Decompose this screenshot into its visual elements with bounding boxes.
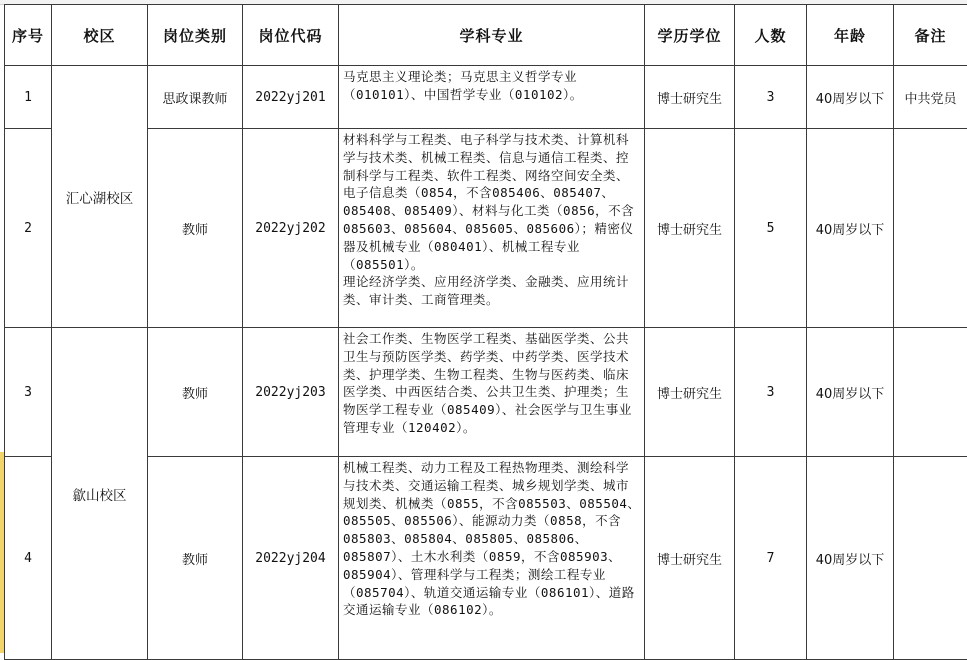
- cell-category[interactable]: 教师: [148, 129, 243, 328]
- cell-subject[interactable]: 机械工程类、动力工程及工程热物理类、测绘科学与技术类、交通运输工程类、城乡规划学类、城市规划类、机械类（0855，不含085503、085504、085505、085506）、能源动力类（0858，不含085803、085804、085805、085806、085807）、土木水利类（0859，不含085903、085904）、管理科学与工程类；测绘工程专业（085704）、轨道交通运输专业（086101）、道路交通运输专业（086102）。: [339, 457, 645, 660]
- cell-subject[interactable]: 材料科学与工程类、电子科学与技术类、计算机科学与技术类、机械工程类、信息与通信工程类、控制科学与工程类、软件工程类、网络空间安全类、电子信息类（0854，不含085406、085407、085408、085409）、材料与化工类（0856，不含085603、085604、085605、085606）；精密仪器及机械专业（080401）、机械工程专业（085501）。 理论经济学类、应用经济学类、金融类、应用统计类、审计类、工商管理类。: [339, 129, 645, 328]
- cell-note[interactable]: [894, 129, 967, 328]
- cell-age[interactable]: 40周岁以下: [807, 129, 894, 328]
- cell-degree[interactable]: 博士研究生: [645, 457, 735, 660]
- header-cell-subject[interactable]: 学科专业: [339, 5, 645, 66]
- header-cell-degree[interactable]: 学历学位: [645, 5, 735, 66]
- recruitment-table: [4, 4, 967, 660]
- table-row: [5, 66, 967, 129]
- cell-code[interactable]: 2022yj203: [243, 328, 339, 457]
- cell-degree[interactable]: 博士研究生: [645, 328, 735, 457]
- table-row: [5, 129, 967, 328]
- header-cell-no[interactable]: 序号: [5, 5, 52, 66]
- cell-code[interactable]: 2022yj201: [243, 66, 339, 129]
- cell-no[interactable]: 2: [5, 129, 52, 328]
- cell-degree[interactable]: 博士研究生: [645, 66, 735, 129]
- header-row: [5, 5, 967, 66]
- cell-no[interactable]: 3: [5, 328, 52, 457]
- cell-note[interactable]: [894, 457, 967, 660]
- cell-count[interactable]: 7: [735, 457, 807, 660]
- cell-age[interactable]: 40周岁以下: [807, 457, 894, 660]
- cell-category[interactable]: 思政课教师: [148, 66, 243, 129]
- header-cell-code[interactable]: 岗位代码: [243, 5, 339, 66]
- table-row: [5, 457, 967, 660]
- cell-campus[interactable]: 歙山校区: [52, 328, 148, 660]
- cell-no[interactable]: 4: [5, 457, 52, 660]
- cell-degree[interactable]: 博士研究生: [645, 129, 735, 328]
- header-cell-age[interactable]: 年龄: [807, 5, 894, 66]
- header-cell-category[interactable]: 岗位类别: [148, 5, 243, 66]
- cell-subject[interactable]: 社会工作类、生物医学工程类、基础医学类、公共卫生与预防医学类、药学类、中药学类、医学技术类、护理学类、生物工程类、生物与医药类、临床医学类、中西医结合类、公共卫生类、护理类；生物医学工程专业（085409）、社会医学与卫生事业管理专业（120402）。: [339, 328, 645, 457]
- cell-code[interactable]: 2022yj202: [243, 129, 339, 328]
- cell-campus[interactable]: 汇心湖校区: [52, 66, 148, 328]
- header-cell-note[interactable]: 备注: [894, 5, 967, 66]
- cell-count[interactable]: 3: [735, 328, 807, 457]
- cell-note[interactable]: 中共党员: [894, 66, 967, 129]
- cell-subject[interactable]: 马克思主义理论类；马克思主义哲学专业（010101）、中国哲学专业（010102）。: [339, 66, 645, 129]
- cell-category[interactable]: 教师: [148, 328, 243, 457]
- cell-age[interactable]: 40周岁以下: [807, 328, 894, 457]
- cell-count[interactable]: 5: [735, 129, 807, 328]
- cell-code[interactable]: 2022yj204: [243, 457, 339, 660]
- header-cell-count[interactable]: 人数: [735, 5, 807, 66]
- table-row: [5, 328, 967, 457]
- cell-count[interactable]: 3: [735, 66, 807, 129]
- cell-age[interactable]: 40周岁以下: [807, 66, 894, 129]
- cell-category[interactable]: 教师: [148, 457, 243, 660]
- cell-no[interactable]: 1: [5, 66, 52, 129]
- cell-note[interactable]: [894, 328, 967, 457]
- header-cell-campus[interactable]: 校区: [52, 5, 148, 66]
